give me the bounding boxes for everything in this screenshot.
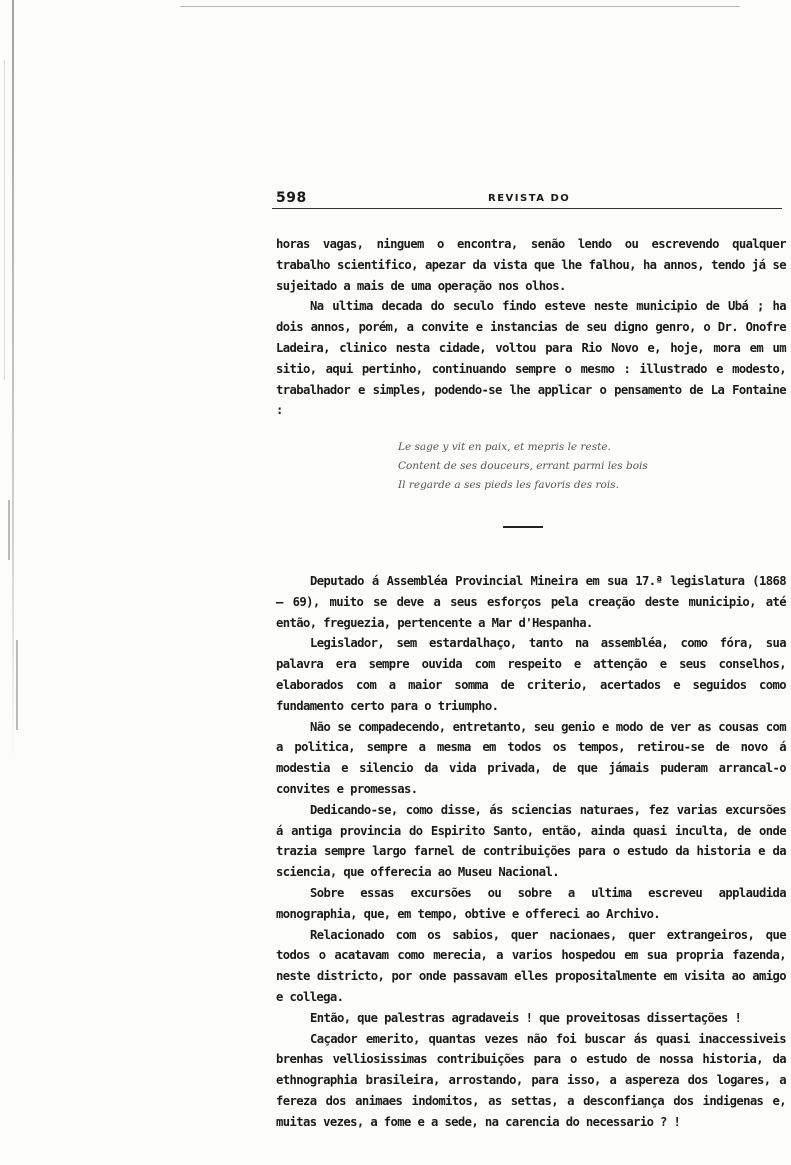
text-block-lower <box>276 571 786 1133</box>
poem-quote <box>398 438 648 495</box>
poem-line: Il regarde a ses pieds les favoris des rois. <box>398 479 619 491</box>
paragraph: Caçador emerito, quantas vezes não foi buscar ás quasi inaccessiveis brenhas velliosissimas contribuições para o estudo de nossa historia, da ethnographia brasileira, arrostando, para isso, a aspereza dos logares, a fereza dos animaes indomitos, as settas, a desconfiança dos indigenas e, muitas vezes, a fome e a sede, na carencia do necessario ? ! <box>276 1031 786 1129</box>
page-number: 598 <box>276 190 307 206</box>
scan-edge-left <box>12 0 14 760</box>
paragraph: horas vagas, ninguem o encontra, senão lendo ou escrevendo qualquer trabalho scientifico, apezar da vista que lhe falhou, ha annos, tendo já se sujeitado a mais de uma operação nos olhos. <box>276 237 786 293</box>
paragraph: Relacionado com os sabios, quer nacionaes, quer extrangeiros, que todos o acatavam como merecia, a varios hospedou em sua propria fazenda, neste districto, por onde passavam elles propositalmente em visita ao amigo e collega. <box>276 927 786 1004</box>
scan-edge-mark <box>16 640 18 730</box>
text-block-upper <box>276 234 786 421</box>
paragraph: Sobre essas excursões ou sobre a ultima escreveu applaudida monographia, que, em tempo, obtive e offereci ao Archivo. <box>276 885 786 921</box>
book-page <box>272 188 790 1129</box>
scan-top-rule <box>180 6 740 7</box>
section-separator <box>503 526 543 528</box>
header-rule <box>272 208 782 209</box>
poem-line: Content de ses douceurs, errant parmi les bois <box>398 460 648 472</box>
scan-edge-mark <box>8 500 10 560</box>
paragraph: Então, que palestras agradaveis ! que proveitosas dissertações ! <box>310 1010 742 1025</box>
running-head: REVISTA DO <box>488 193 571 204</box>
page-header <box>272 188 790 208</box>
paragraph: Na ultima decada do seculo findo esteve neste municipio de Ubá ; ha dois annos, porém, a convite e instancias de seu digno genro, o Dr. Onofre Ladeira, clinico nesta cidade, voltou para Rio Novo e, hoje, mora em um sitio, aqui pertinho, continuando sempre o mesmo : illustrado e modesto, trabalhador e simples, podendo-se lhe applicar o pensamento de La Fontaine : <box>276 299 786 418</box>
paragraph: Deputado á Assembléa Provincial Mineira em sua 17.ª legislatura (1868 — 69), muito se deve a seus esforços pela creação deste municipio, até então, freguezia, pertencente a Mar d'Hespanha. <box>276 574 786 630</box>
poem-line: Le sage y vit en paix, et mepris le reste. <box>398 441 611 453</box>
paragraph: Não se compadecendo, entretanto, seu genio e modo de ver as cousas com a politica, sempre a mesma em todos os tempos, retirou-se de novo á modestia e silencio da vida privada, de que jámais puderam arrancal-o convites e promessas. <box>276 719 786 796</box>
paragraph: Legislador, sem estardalhaço, tanto na assembléa, como fóra, sua palavra era sempre ouvida com respeito e attenção e seus conselhos, elaborados com a maior somma de criterio, acertados e seguidos como fundamento certo para o triumpho. <box>276 636 786 713</box>
paragraph: Dedicando-se, como disse, ás sciencias naturaes, fez varias excursões á antiga provincia do Espirito Santo, então, ainda quasi inculta, de onde trazia sempre largo farnel de contribuições para o estudo da historia e da sciencia, que offerecia ao Museu Nacional. <box>276 802 786 880</box>
scan-edge-shadow <box>4 60 5 380</box>
